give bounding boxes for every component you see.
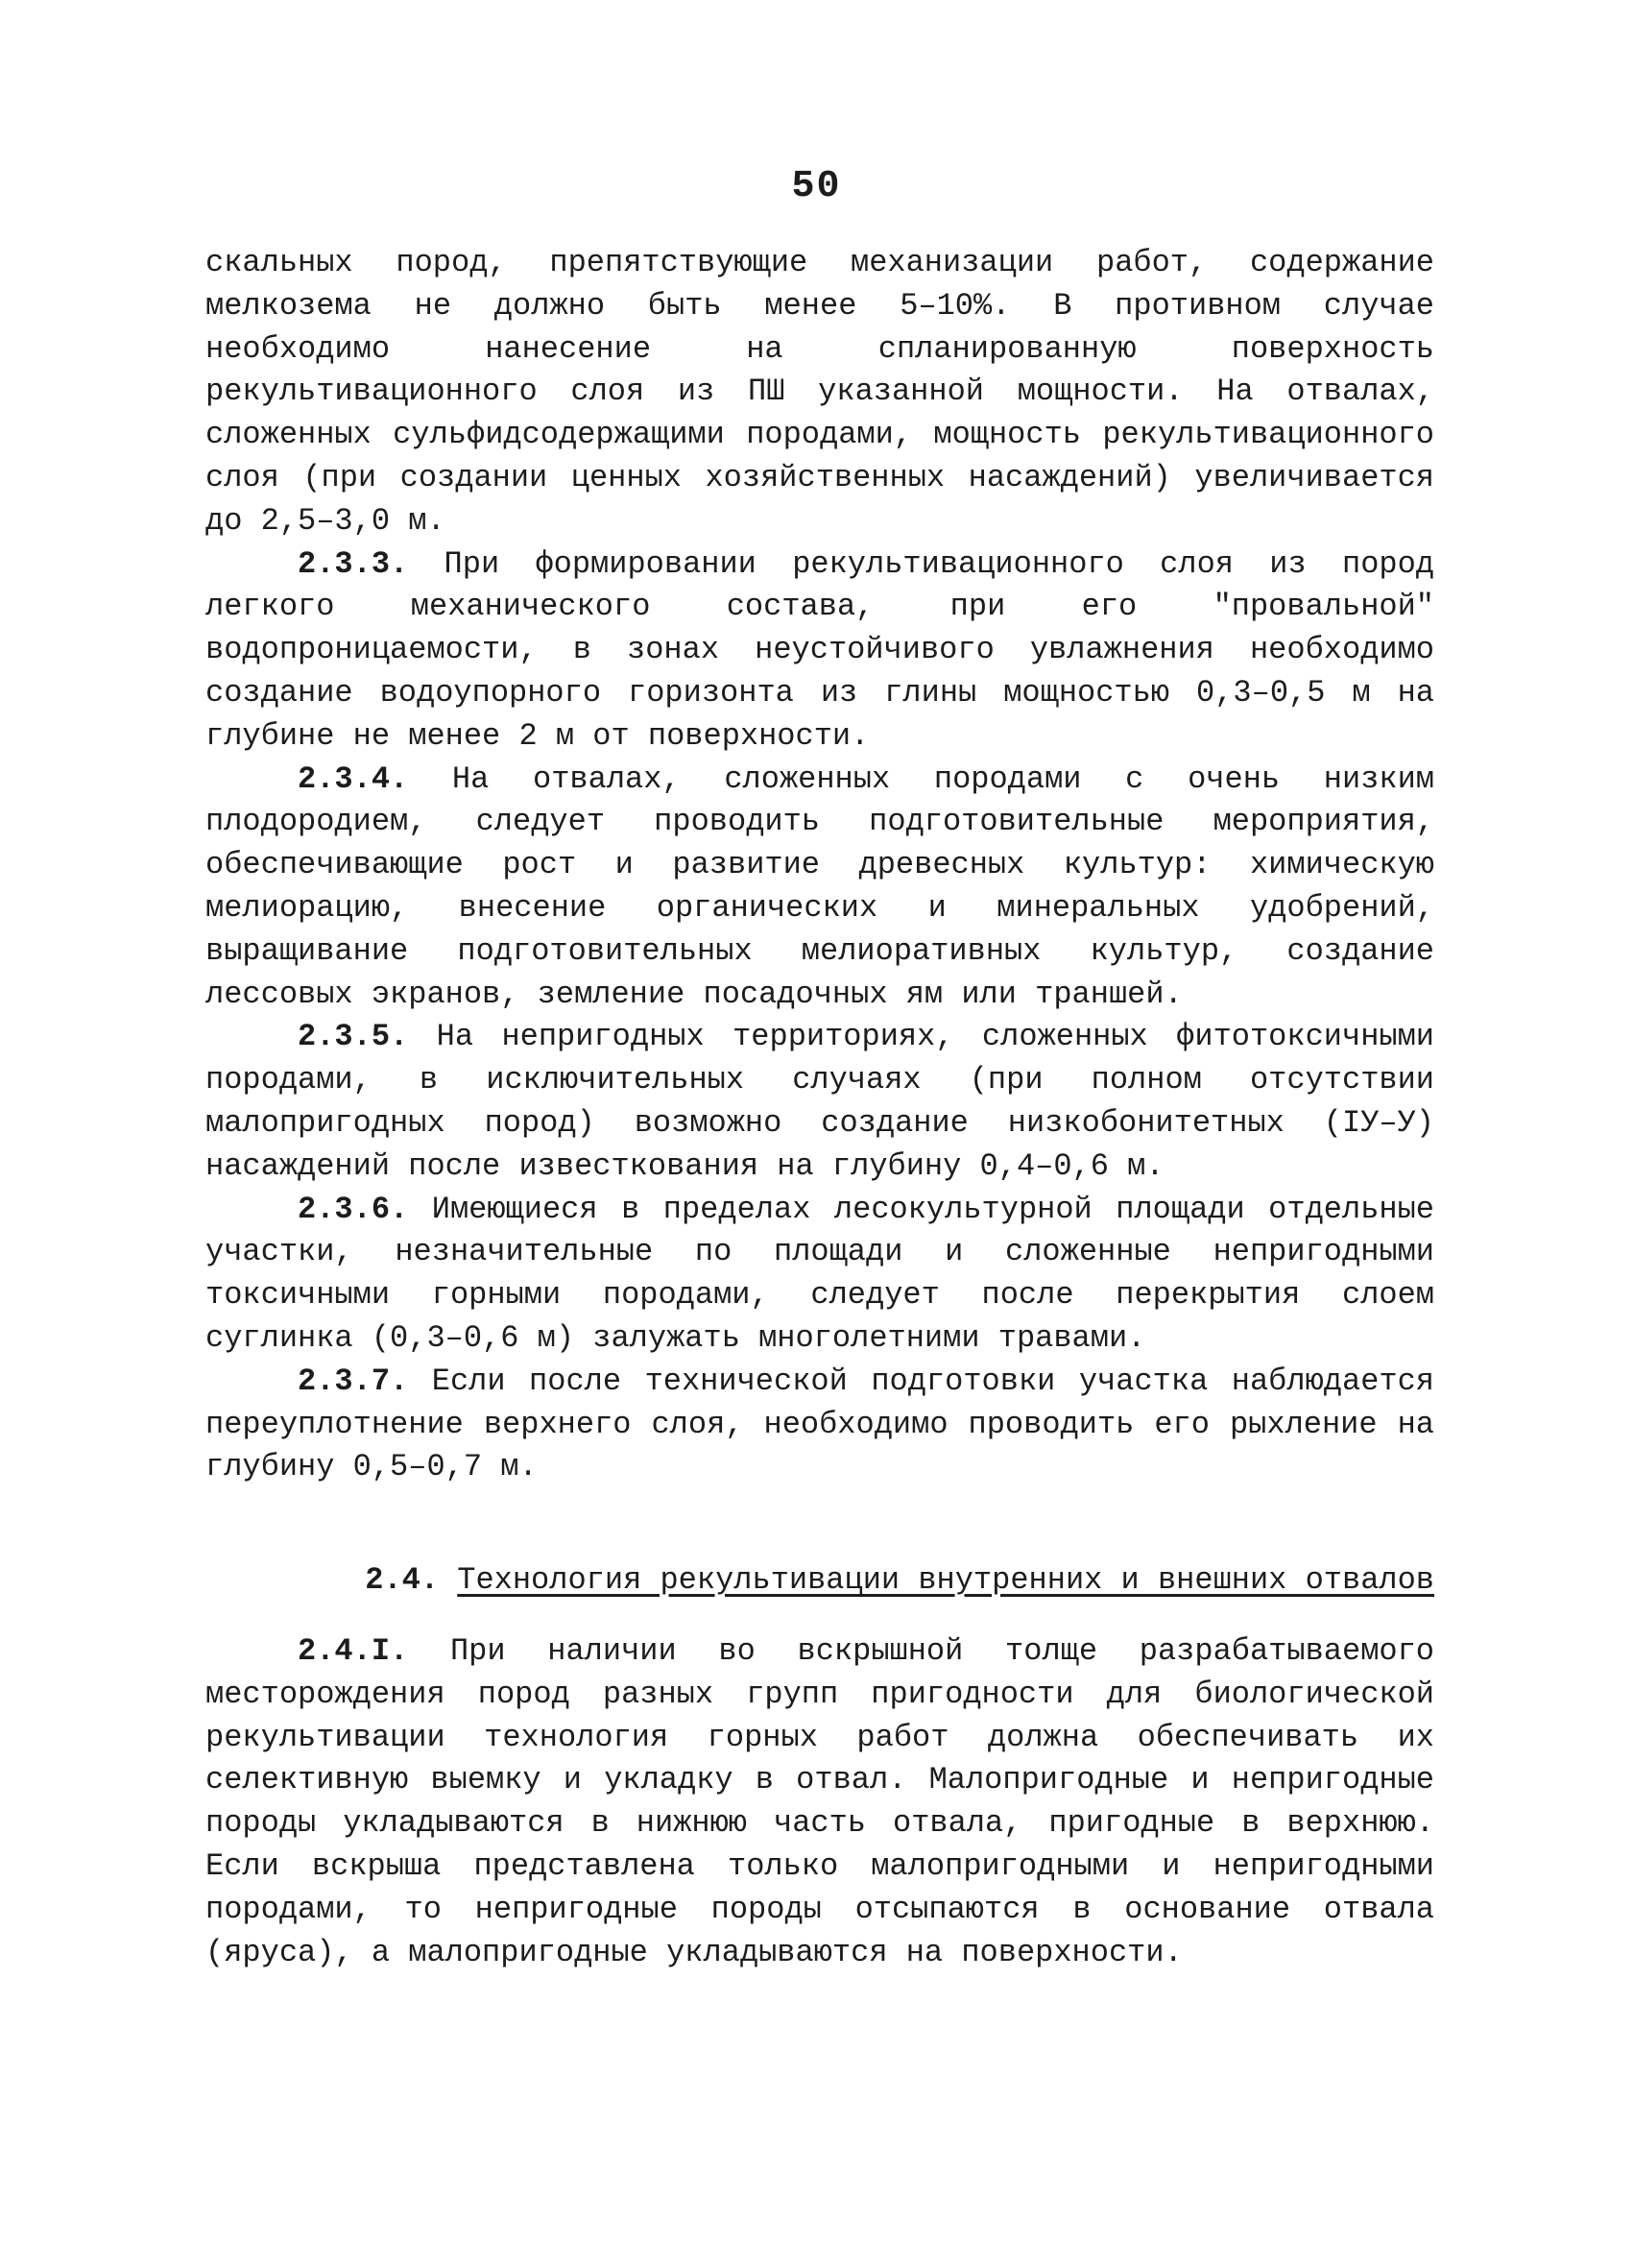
paragraph-number: 2.3.3. xyxy=(298,545,409,582)
paragraph-text: скальных пород, препятствующие механизации работ, содержание мелкозема не должно быть менее 5–10%. В противном случае необходимо нанесение на спланированную поверхность рекультивационного слоя из ПШ указанной мощности. На отвалах, сложенных сульфидсодержащими породами, мощность рекультивационного слоя (при создании ценных хозяйственных насаждений) увеличивается до 2,5–3,0 м. xyxy=(205,245,1434,539)
paragraph-2-3-7 xyxy=(205,1361,1434,1489)
page-number: 50 xyxy=(791,165,842,208)
paragraph-text: На отвалах, сложенных породами с очень низким плодородием, следует проводить подготовительные мероприятия, обеспечивающие рост и развитие древесных культур: химическую мелиорацию, внесение органических и минеральных удобрений, выращивание подготовительных мелиоративных культур, создание лессовых экранов, земление посадочных ям или траншей. xyxy=(205,760,1435,1012)
paragraph-2-3-4 xyxy=(205,759,1434,1017)
paragraph-text: Имеющиеся в пределах лесокультурной площади отдельные участки, незначительные по площади и сложенные непригодными токсичными горными породами, следует после перекрытия слоем суглинка (0,3–0,6 м) залужать многолетними травами. xyxy=(205,1191,1435,1356)
paragraph-continued xyxy=(205,242,1434,543)
paragraph-number: 2.3.4. xyxy=(298,760,409,797)
paragraph-text: На непригодных территориях, сложенных фитотоксичными породами, в исключительных случаях (при полном отсутствии малопригодных пород) возможно создание низкобонитетных (IУ–У) насаждений после известкования на глубину 0,4–0,6 м. xyxy=(205,1019,1434,1184)
paragraph-number: 2.3.7. xyxy=(298,1363,409,1399)
section-heading xyxy=(205,1559,1434,1603)
paragraph-number: 2.3.6. xyxy=(298,1191,409,1227)
paragraph-text: При формировании рекультивационного слоя из пород легкого механического состава, при его "провальной" водопроницаемости, в зонах неустойчивого увлажнения необходимо создание водоупорного горизонта из глины мощностью 0,3–0,5 м на глубине не менее 2 м от поверхности. xyxy=(205,545,1435,754)
paragraph-number: 2.4.I. xyxy=(298,1633,409,1669)
paragraph-2-3-3 xyxy=(205,543,1434,759)
body-text xyxy=(205,242,1434,1489)
paragraph-text: Если после технической подготовки участка наблюдается переуплотнение верхнего слоя, необходимо проводить его рыхление на глубину 0,5–0,7 м. xyxy=(205,1363,1435,1485)
paragraph-number: 2.3.5. xyxy=(298,1019,409,1055)
section-body-text xyxy=(205,1630,1434,1974)
section-number: 2.4. xyxy=(365,1562,440,1598)
paragraph-2-4-1 xyxy=(205,1630,1434,1974)
paragraph-2-3-6 xyxy=(205,1189,1434,1361)
paragraph-text: При наличии во вскрышной толще разрабатываемого месторождения пород разных групп пригодности для биологической рекультивации технология горных работ должна обеспечивать их селективную выемку и укладку в отвал. Малопригодные и непригодные породы укладываются в нижнюю часть отвала, пригодные в верхнюю. Если вскрыша представлена только малопригодными и непригодными породами, то непригодные породы отсыпаются в основание отвала (яруса), а малопригодные укладываются на поверхности. xyxy=(205,1633,1435,1970)
paragraph-2-3-5 xyxy=(205,1016,1434,1188)
section-title: Технология рекультивации внутренних и внешних отвалов xyxy=(457,1562,1434,1598)
